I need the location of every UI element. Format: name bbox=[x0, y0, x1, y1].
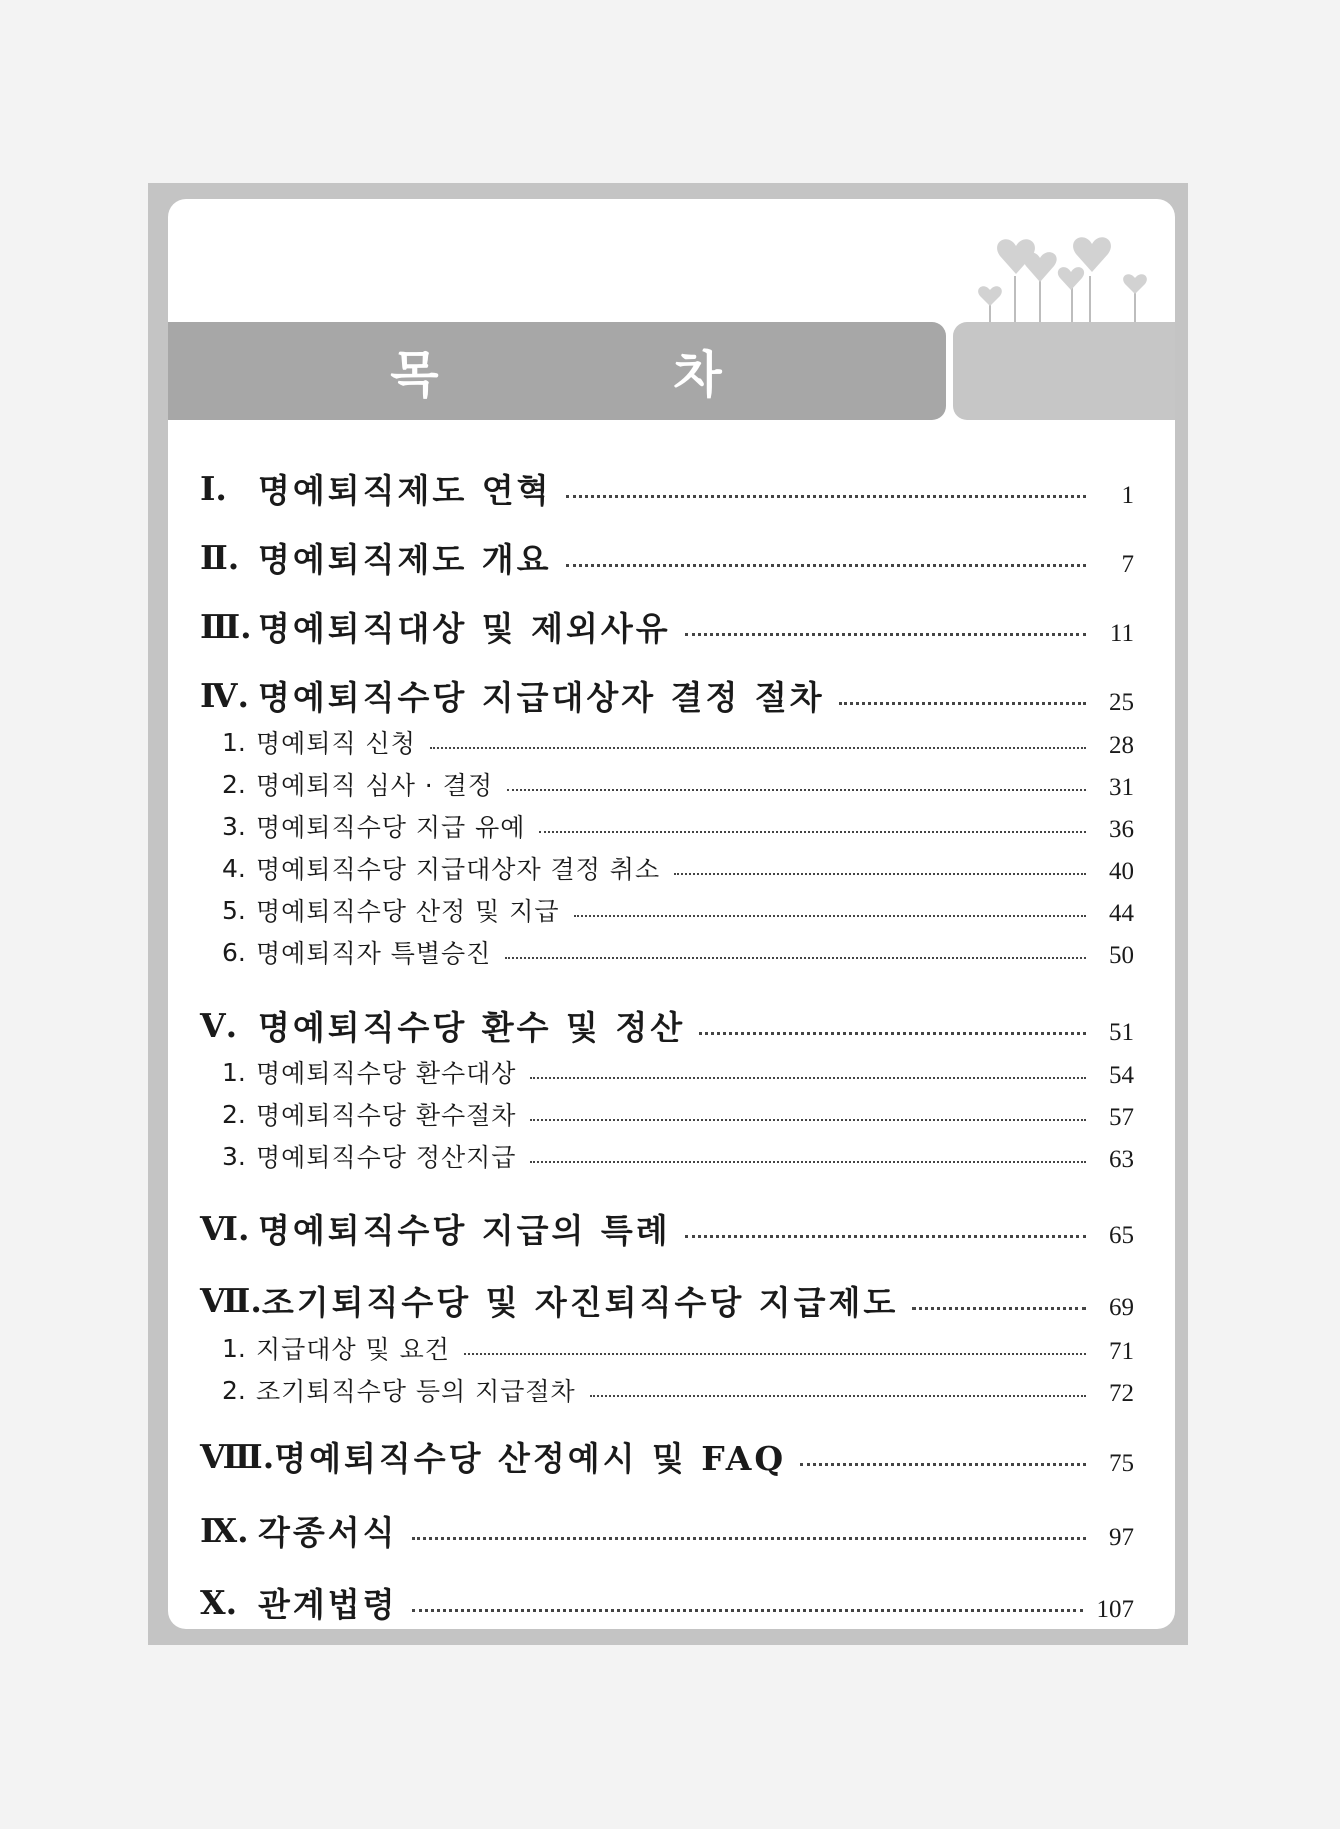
toc-entry[interactable] bbox=[200, 601, 1134, 651]
dot-leader bbox=[590, 1395, 1086, 1397]
toc-page-number: 75 bbox=[1109, 1450, 1134, 1477]
dot-leader bbox=[530, 1161, 1086, 1163]
toc-entry[interactable] bbox=[200, 1577, 1134, 1627]
toc-page-number: 97 bbox=[1109, 1524, 1134, 1551]
dot-leader bbox=[505, 957, 1086, 959]
toc-numeral: 1. bbox=[222, 727, 246, 757]
toc-numeral: Ⅰ. bbox=[200, 468, 227, 508]
toc-page-number: 7 bbox=[1121, 551, 1134, 578]
toc-entry[interactable] bbox=[222, 1052, 1134, 1092]
toc-numeral: 3. bbox=[222, 1141, 246, 1171]
toc-entry[interactable] bbox=[222, 890, 1134, 930]
toc-page-number: 28 bbox=[1109, 732, 1134, 759]
toc-page-number: 25 bbox=[1109, 689, 1134, 716]
toc-label: 명예퇴직수당 환수대상 bbox=[256, 1059, 517, 1088]
dot-leader bbox=[430, 747, 1086, 749]
toc-numeral: Ⅸ. bbox=[200, 1510, 249, 1550]
toc-entry[interactable] bbox=[222, 932, 1134, 972]
toc-numeral: Ⅲ. bbox=[200, 606, 252, 646]
toc-entry[interactable] bbox=[200, 1203, 1134, 1253]
toc-numeral: Ⅴ. bbox=[200, 1005, 238, 1045]
toc-numeral: 2. bbox=[222, 769, 246, 799]
toc-page-number: 31 bbox=[1109, 774, 1134, 801]
toc-page-number: 44 bbox=[1109, 900, 1134, 927]
toc-entry[interactable] bbox=[200, 1505, 1134, 1555]
toc-label: 명예퇴직수당 산정 및 지급 bbox=[256, 897, 560, 926]
toc-numeral: Ⅹ. bbox=[200, 1582, 238, 1622]
toc-numeral: Ⅳ. bbox=[200, 675, 249, 715]
toc-page-number: 50 bbox=[1109, 942, 1134, 969]
toc-numeral: 2. bbox=[222, 1099, 246, 1129]
toc-page-number: 40 bbox=[1109, 858, 1134, 885]
toc-label: 명예퇴직수당 환수절차 bbox=[256, 1101, 517, 1130]
dot-leader bbox=[412, 1537, 1086, 1540]
toc-label: 명예퇴직수당 환수 및 정산 bbox=[258, 1007, 686, 1047]
toc-numeral: 1. bbox=[222, 1333, 246, 1363]
title-side-block bbox=[953, 322, 1175, 420]
toc-page-number: 1 bbox=[1121, 482, 1134, 509]
title-banner bbox=[168, 322, 946, 420]
toc-numeral: 3. bbox=[222, 811, 246, 841]
toc-numeral: 5. bbox=[222, 895, 246, 925]
toc-page-number: 107 bbox=[1096, 1596, 1134, 1623]
toc-label: 관계법령 bbox=[258, 1584, 398, 1624]
toc-entry[interactable] bbox=[222, 848, 1134, 888]
toc-label: 명예퇴직수당 정산지급 bbox=[256, 1143, 517, 1172]
dot-leader bbox=[685, 633, 1086, 636]
dot-leader bbox=[530, 1119, 1086, 1121]
toc-entry[interactable] bbox=[200, 532, 1134, 582]
toc-page-number: 57 bbox=[1109, 1104, 1134, 1131]
toc-page-number: 71 bbox=[1109, 1338, 1134, 1365]
toc-label: 명예퇴직수당 지급의 특례 bbox=[258, 1210, 671, 1250]
toc-numeral: Ⅷ. bbox=[200, 1436, 275, 1476]
toc-page-number: 54 bbox=[1109, 1062, 1134, 1089]
toc-numeral: Ⅶ. bbox=[200, 1280, 262, 1320]
dot-leader bbox=[800, 1463, 1086, 1466]
dot-leader bbox=[674, 873, 1086, 875]
toc-label: 명예퇴직 신청 bbox=[256, 729, 416, 758]
toc-page-number: 69 bbox=[1109, 1294, 1134, 1321]
dot-leader bbox=[464, 1353, 1086, 1355]
toc-page-number: 63 bbox=[1109, 1146, 1134, 1173]
toc-label: 명예퇴직수당 지급 유예 bbox=[256, 813, 526, 842]
dot-leader bbox=[685, 1235, 1086, 1238]
dot-leader bbox=[507, 789, 1086, 791]
dot-leader bbox=[566, 495, 1086, 498]
dot-leader bbox=[412, 1609, 1083, 1612]
toc-entry[interactable] bbox=[200, 670, 1134, 720]
toc-label: 명예퇴직수당 지급대상자 결정 절차 bbox=[258, 677, 825, 717]
toc-label: 명예퇴직수당 지급대상자 결정 취소 bbox=[256, 855, 661, 884]
toc-numeral: 6. bbox=[222, 937, 246, 967]
toc-numeral: Ⅱ. bbox=[200, 537, 240, 577]
toc-entry[interactable] bbox=[200, 1431, 1134, 1481]
toc-entry[interactable] bbox=[222, 1136, 1134, 1176]
dot-leader bbox=[539, 831, 1086, 833]
dot-leader bbox=[530, 1077, 1086, 1079]
toc-numeral: 2. bbox=[222, 1375, 246, 1405]
toc-label: 조기퇴직수당 및 자진퇴직수당 지급제도 bbox=[261, 1282, 899, 1322]
dot-leader bbox=[839, 702, 1086, 705]
toc-entry[interactable] bbox=[222, 1370, 1134, 1410]
toc-entry[interactable] bbox=[200, 463, 1134, 513]
dot-leader bbox=[574, 915, 1087, 917]
toc-label: 명예퇴직 심사 · 결정 bbox=[256, 771, 493, 800]
toc-numeral: Ⅵ. bbox=[200, 1208, 250, 1248]
toc-page-number: 11 bbox=[1109, 620, 1134, 647]
toc-numeral: 4. bbox=[222, 853, 246, 883]
toc-entry[interactable] bbox=[222, 722, 1134, 762]
toc-numeral: 1. bbox=[222, 1057, 246, 1087]
dot-leader bbox=[566, 564, 1086, 567]
toc-entry[interactable] bbox=[200, 1000, 1134, 1050]
toc-entry[interactable] bbox=[222, 1328, 1134, 1368]
toc-label: 명예퇴직대상 및 제외사유 bbox=[258, 608, 671, 648]
toc-label: 명예퇴직제도 연혁 bbox=[258, 470, 552, 510]
toc-entry[interactable] bbox=[222, 764, 1134, 804]
toc-label: 명예퇴직수당 산정예시 및 FAQ bbox=[274, 1438, 787, 1478]
toc-label: 지급대상 및 요건 bbox=[256, 1335, 450, 1364]
toc-page-number: 51 bbox=[1109, 1019, 1134, 1046]
toc-label: 각종서식 bbox=[258, 1512, 398, 1552]
page-title: 목 차 bbox=[390, 346, 724, 404]
toc-label: 명예퇴직제도 개요 bbox=[258, 539, 552, 579]
hearts-decoration-icon bbox=[960, 236, 1160, 336]
dot-leader bbox=[699, 1032, 1086, 1035]
toc-entry[interactable] bbox=[200, 1275, 1134, 1325]
toc-label: 명예퇴직자 특별승진 bbox=[256, 939, 492, 968]
toc-page-number: 65 bbox=[1109, 1222, 1134, 1249]
toc-page-number: 72 bbox=[1109, 1380, 1134, 1407]
toc-page-number: 36 bbox=[1109, 816, 1134, 843]
toc-entry[interactable] bbox=[222, 1094, 1134, 1134]
toc-label: 조기퇴직수당 등의 지급절차 bbox=[256, 1377, 576, 1406]
toc-entry[interactable] bbox=[222, 806, 1134, 846]
dot-leader bbox=[912, 1307, 1086, 1310]
